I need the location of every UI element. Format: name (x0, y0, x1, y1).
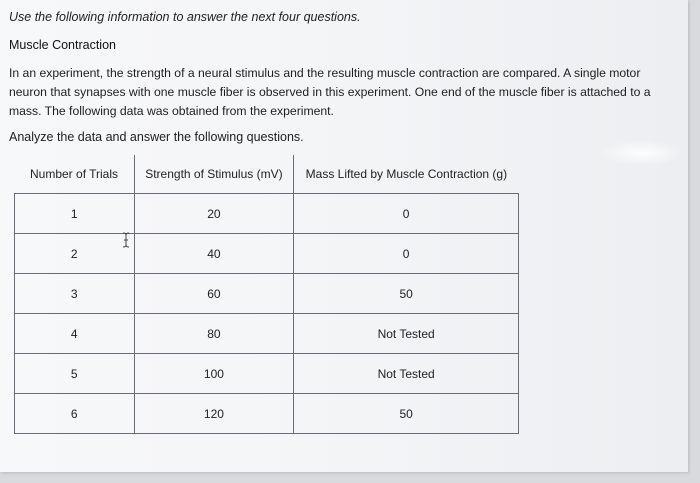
experiment-description: In an experiment, the strength of a neural stimulus and the resulting muscle contraction are compared. A single motor neuron that synapses with one muscle fiber is observed in this experiment. One end of the muscle fiber is attached to a mass. The following data was obtained from the experiment. (9, 66, 651, 118)
trial-number-cell: 1 (15, 194, 135, 234)
instruction-text: Analyze the data and answer the following questions. (9, 130, 304, 144)
stimulus-cell: 40 (134, 234, 294, 274)
mass-cell: 0 (294, 234, 519, 274)
table-header-row (15, 155, 519, 194)
trial-number-cell: 2 (15, 234, 135, 274)
mass-cell: 0 (294, 194, 519, 234)
mass-cell: Not Tested (294, 314, 519, 354)
table-row (15, 314, 519, 354)
light-glare (598, 140, 684, 166)
stimulus-cell: 120 (134, 394, 294, 434)
trial-number-cell: 5 (15, 354, 135, 394)
stimulus-cell: 80 (134, 314, 294, 354)
header-mass-lifted: Mass Lifted by Muscle Contraction (g) (294, 155, 519, 194)
stimulus-cell: 20 (134, 194, 294, 234)
mass-cell: 50 (294, 394, 519, 434)
table-row (15, 354, 519, 394)
stimulus-cell: 60 (134, 274, 294, 314)
trial-number-cell: 4 (15, 314, 135, 354)
text-cursor-icon (122, 232, 130, 248)
trial-number-cell: 6 (15, 394, 135, 434)
mass-cell: 50 (294, 274, 519, 314)
stimulus-cell: 100 (134, 354, 294, 394)
trial-number-cell: 3 (15, 274, 135, 314)
table-row (15, 194, 519, 234)
mass-cell: Not Tested (294, 354, 519, 394)
table-row (15, 394, 519, 434)
table-row (15, 234, 519, 274)
section-title: Muscle Contraction (9, 38, 116, 52)
table-row (15, 274, 519, 314)
intro-text: Use the following information to answer the next four questions. (9, 10, 361, 24)
header-strength-of-stimulus: Strength of Stimulus (mV) (134, 155, 294, 194)
data-table (14, 155, 519, 434)
header-number-of-trials: Number of Trials (15, 155, 135, 194)
